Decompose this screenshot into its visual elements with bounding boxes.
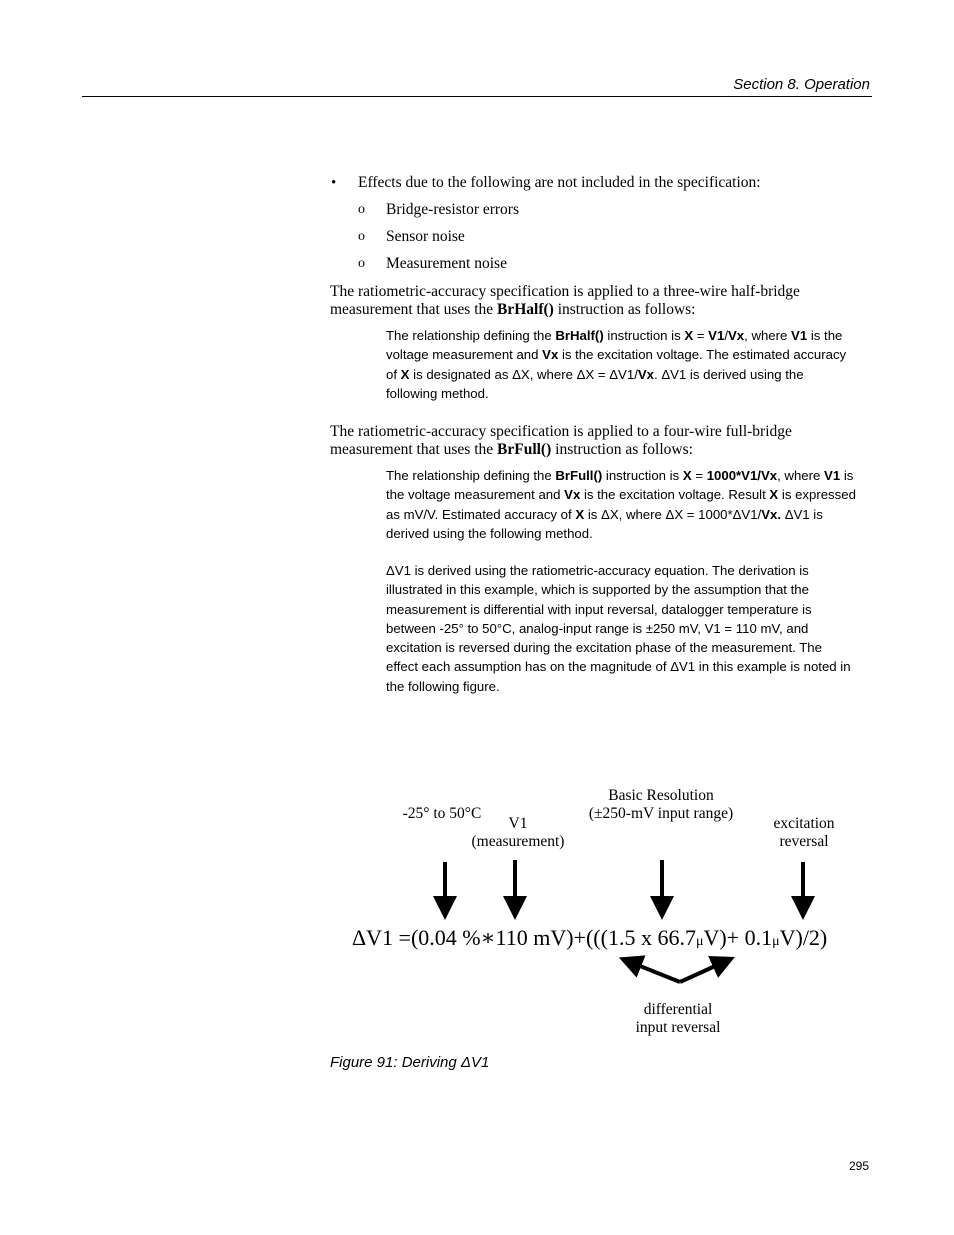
running-header: Section 8. Operation: [733, 76, 870, 93]
header-rule: [82, 96, 872, 97]
figure-label-differential: differential input reversal: [635, 1001, 721, 1036]
sub-bullet-marker: o: [358, 256, 365, 271]
half-bridge-definition: The relationship defining the BrHalf() instruction is X = V1/Vx, where V1 is the voltage measurement and Vx is the excitation voltage. The estimated accuracy of X is designated as ΔX, where ΔX = ΔV1/Vx. ΔV1 is derived using the following method.: [386, 328, 847, 401]
half-bridge-intro: The ratiometric-accuracy specification is applied to a three-wire half-bridge measurement that uses the BrHalf() instruction as follows:: [330, 283, 800, 318]
derivation-paragraph: ΔV1 is derived using the ratiometric-accuracy equation. The derivation is illustrated in this example, which is supported by the assumption that the measurement is differential with input reversal, datalogger temperature is between -25° to 50°C, analog-input range is ±250 mV, V1 = 110 mV, and excitation is reversed during the excitation phase of the measurement. The effect each assumption has on the magnitude of ΔV1 in this example is noted in the following figure.: [386, 563, 851, 694]
sub-bullet-marker: o: [358, 229, 365, 244]
bullet-intro: Effects due to the following are not included in the specification:: [358, 174, 761, 191]
figure-caption: Figure 91: Deriving ΔV1: [330, 1054, 490, 1071]
arrow-differential-right: [680, 962, 724, 982]
figure-label-resolution: Basic Resolution (±250-mV input range): [588, 787, 734, 822]
figure-label-v1: V1 (measurement): [471, 815, 565, 850]
figure-arrows: [330, 850, 850, 990]
delta-v1-equation: ΔV1 =(0.04 %∗110 mV)+(((1.5 x 66.7μV)+ 0.1μV)/2): [352, 925, 828, 950]
page-number: 295: [848, 1159, 869, 1173]
full-bridge-intro: The ratiometric-accuracy specification is applied to a four-wire full-bridge measurement that uses the BrFull() instruction as follows:: [330, 423, 792, 458]
sub-bullet-item: Measurement noise: [386, 255, 507, 272]
sub-bullet-item: Sensor noise: [386, 228, 465, 245]
figure-label-temperature: -25° to 50°C: [402, 805, 482, 822]
figure-label-excitation: excitation reversal: [773, 815, 835, 850]
arrow-differential-left: [630, 962, 680, 982]
full-bridge-definition: The relationship defining the BrFull() instruction is X = 1000*V1/Vx, where V1 is the voltage measurement and Vx is the excitation voltage. Result X is expressed as mV/V. Estimated accuracy of X is ΔX, where ΔX = 1000*ΔV1/Vx. ΔV1 is derived using the following method.: [386, 468, 856, 541]
sub-bullet-item: Bridge-resistor errors: [386, 201, 519, 218]
sub-bullet-marker: o: [358, 202, 365, 217]
bullet-dot: •: [331, 175, 337, 191]
